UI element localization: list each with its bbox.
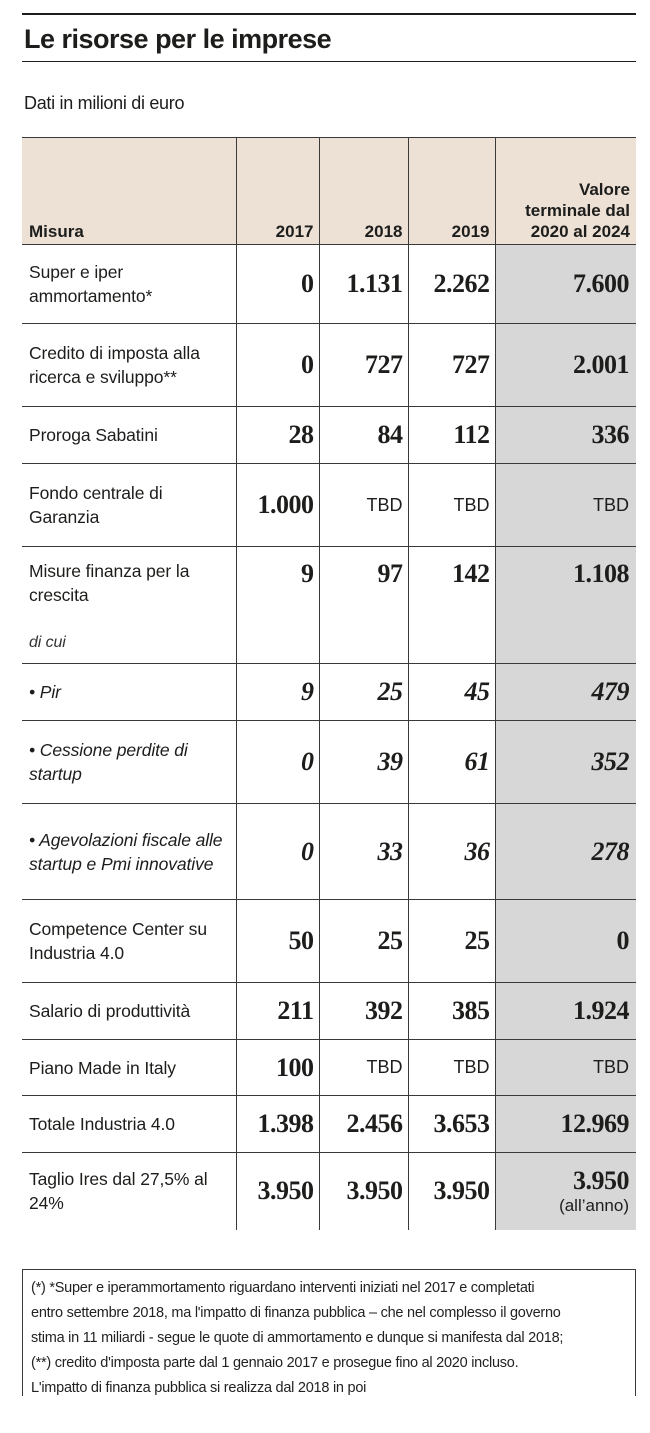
cell-2017: 100: [236, 1040, 319, 1096]
row-label: • Pir: [22, 664, 236, 721]
table-row: [22, 1040, 636, 1096]
footnote-line: L'impatto di finanza pubblica si realizza dal 2018 in poi: [31, 1380, 367, 1396]
cell-2019: 3.653: [408, 1096, 495, 1153]
footnote-line: entro settembre 2018, ma l'impatto di finanza pubblica – che nel complesso il governo: [31, 1305, 561, 1321]
cell-2019: TBD: [408, 464, 495, 547]
cell-terminale: 352: [495, 721, 636, 804]
cell-terminale: 12.969: [495, 1096, 636, 1153]
cell-2017: 9: [236, 664, 319, 721]
cell-2018: 33: [319, 804, 408, 900]
row-label: Piano Made in Italy: [22, 1040, 236, 1096]
table-row: [22, 407, 636, 464]
cell-2017: 0: [236, 804, 319, 900]
cell-empty: [408, 627, 495, 664]
cell-2018: 2.456: [319, 1096, 408, 1153]
row-label: Salario di produttività: [22, 983, 236, 1040]
cell-2019: 385: [408, 983, 495, 1040]
table-row: [22, 804, 636, 900]
cell-2019: 727: [408, 324, 495, 407]
cell-2018: 25: [319, 900, 408, 983]
table-row: [22, 721, 636, 804]
cell-terminale: TBD: [495, 464, 636, 547]
cell-empty: [495, 627, 636, 664]
cell-terminale: 336: [495, 407, 636, 464]
header-2017: 2017: [236, 138, 319, 245]
cell-2017: 28: [236, 407, 319, 464]
header-misura: Misura: [22, 138, 236, 245]
header-2018: 2018: [319, 138, 408, 245]
footnote-box: [22, 1269, 636, 1396]
table-row-di-cui: [22, 627, 636, 664]
footnote-line: (**) credito d'imposta parte dal 1 gennaio 2017 e prosegue fino al 2020 incluso.: [31, 1355, 519, 1371]
cell-2018: 84: [319, 407, 408, 464]
cell-2019: 36: [408, 804, 495, 900]
subtitle: Dati in milioni di euro: [24, 93, 185, 113]
page-title: Le risorse per le imprese: [24, 24, 332, 54]
cell-2019: TBD: [408, 1040, 495, 1096]
row-label: • Cessione perdite di startup: [22, 721, 236, 804]
cell-2017: 3.950: [236, 1153, 319, 1230]
cell-2018: 3.950: [319, 1153, 408, 1230]
cell-2019: 142: [408, 547, 495, 627]
cell-2017: 0: [236, 324, 319, 407]
cell-terminale: 479: [495, 664, 636, 721]
cell-terminale: 1.108: [495, 547, 636, 627]
cell-terminale: 2.001: [495, 324, 636, 407]
table-header-row: [22, 138, 636, 245]
table-row: [22, 664, 636, 721]
table-row: [22, 324, 636, 407]
title-rule: [22, 61, 636, 62]
row-label: • Agevolazioni fiscale alle startup e Pmi innovative: [22, 804, 236, 900]
header-valore-line-2: terminale dal: [525, 201, 630, 220]
row-label: Taglio Ires dal 27,5% al 24%: [29, 1169, 208, 1214]
cell-terminale: [495, 1153, 636, 1230]
table-row: [22, 547, 636, 627]
row-label: Competence Center su Industria 4.0: [22, 900, 236, 983]
row-label: Misure finanza per la crescita: [29, 561, 190, 605]
top-rule: [22, 13, 636, 15]
cell-2019: 2.262: [408, 245, 495, 324]
cell-terminale: TBD: [495, 1040, 636, 1096]
cell-empty: [236, 627, 319, 664]
row-label: Proroga Sabatini: [22, 407, 236, 464]
cell-terminale: 1.924: [495, 983, 636, 1040]
row-label: Super e iper ammortamento*: [22, 245, 236, 324]
cell-2018: 1.131: [319, 245, 408, 324]
footnote-line: stima in 11 miliardi - segue le quote di ammortamento e dunque si manifesta dal 2018;: [31, 1330, 564, 1346]
cell-2018: TBD: [319, 1040, 408, 1096]
footnote-line: (*) *Super e iperammortamento riguardano interventi iniziati nel 2017 e completati: [31, 1280, 535, 1296]
row-label: Fondo centrale di Garanzia: [22, 464, 236, 547]
cell-2018: 25: [319, 664, 408, 721]
header-valore-terminale: [495, 138, 636, 245]
cell-2017: 1.000: [236, 464, 319, 547]
cell-terminale-value: 3.950: [573, 1166, 629, 1196]
cell-2018: 727: [319, 324, 408, 407]
cell-2017: 50: [236, 900, 319, 983]
cell-terminale: 278: [495, 804, 636, 900]
table-row: [22, 464, 636, 547]
cell-2019: 25: [408, 900, 495, 983]
cell-terminale-note: (all’anno): [559, 1196, 629, 1216]
table-row: [22, 245, 636, 324]
cell-2018: 97: [319, 547, 408, 627]
table-row: [22, 983, 636, 1040]
header-valore-line-1: Valore: [578, 180, 630, 199]
cell-2017: 0: [236, 721, 319, 804]
cell-empty: [319, 627, 408, 664]
data-table: [22, 137, 636, 1230]
table-row: [22, 1096, 636, 1153]
cell-terminale: 0: [495, 900, 636, 983]
cell-2017: 1.398: [236, 1096, 319, 1153]
table-row: [22, 1153, 636, 1230]
cell-2018: 392: [319, 983, 408, 1040]
cell-2017: 0: [236, 245, 319, 324]
header-valore-line-3: 2020 al 2024: [530, 222, 630, 241]
cell-2019: 45: [408, 664, 495, 721]
row-label: Credito di imposta alla ricerca e sviluppo**: [22, 324, 236, 407]
header-2019: 2019: [408, 138, 495, 245]
row-label: Totale Industria 4.0: [22, 1096, 236, 1153]
cell-2017: 211: [236, 983, 319, 1040]
cell-2017: 9: [236, 547, 319, 627]
cell-2018: TBD: [319, 464, 408, 547]
cell-2019: 61: [408, 721, 495, 804]
cell-terminale: 7.600: [495, 245, 636, 324]
cell-2018: 39: [319, 721, 408, 804]
data-table-container: [22, 137, 636, 1230]
cell-2019: 112: [408, 407, 495, 464]
cell-2019: 3.950: [408, 1153, 495, 1230]
table-row: [22, 900, 636, 983]
row-label: di cui: [29, 634, 66, 651]
